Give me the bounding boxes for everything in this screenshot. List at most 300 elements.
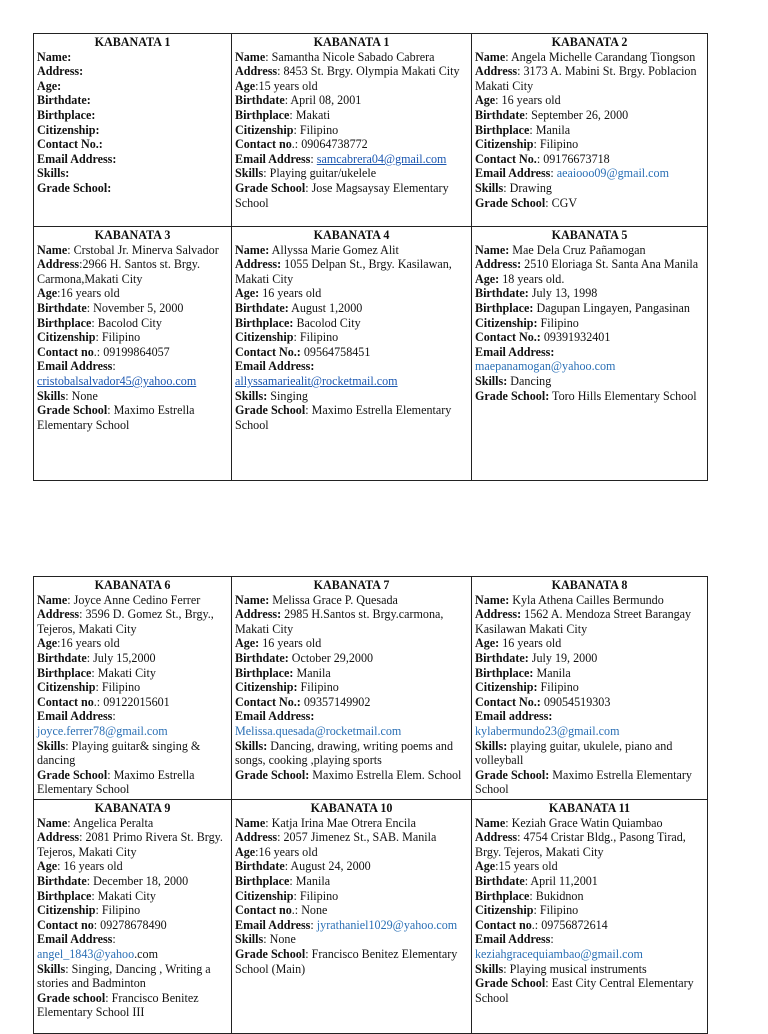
field-value: : 2081 Primo Rivera St. Brgy. Tejeros, Makati City <box>37 830 223 859</box>
field-label: Birthplace: <box>475 300 534 315</box>
field-label: Grade School <box>235 946 306 961</box>
field-row <box>235 286 468 301</box>
field-row <box>235 93 468 108</box>
field-value: .: 09122015601 <box>93 694 170 709</box>
kabanata-cell <box>34 227 232 481</box>
field-row <box>475 316 704 331</box>
field-value: : 16 years old <box>495 93 561 108</box>
field-row <box>235 845 468 860</box>
field-label: Birthplace: <box>235 665 294 680</box>
field-label: Address <box>37 257 80 272</box>
field-label: Age: <box>475 271 500 286</box>
field-label: Contact No.: <box>37 137 103 152</box>
field-label: Grade School: <box>475 388 550 403</box>
field-label: Birthdate <box>475 873 525 888</box>
field-row <box>37 166 228 181</box>
field-label: Age <box>37 636 58 651</box>
kabanata-title: KABANATA 7 <box>313 578 390 592</box>
field-row <box>235 79 468 94</box>
email-text[interactable]: joyce.ferrer78@gmail.com <box>37 723 168 738</box>
field-row <box>37 330 228 345</box>
field-value: : Makati City <box>91 888 156 903</box>
field-row <box>37 903 228 918</box>
field-row <box>475 680 704 695</box>
field-row <box>235 359 468 388</box>
field-row <box>235 947 468 976</box>
email-line <box>37 724 228 739</box>
field-label: Name <box>37 815 68 830</box>
field-value: : 09176673718 <box>536 151 610 166</box>
field-value: : Samantha Nicole Sabado Cabrera <box>265 49 435 64</box>
field-label: Name: <box>475 242 510 257</box>
field-label: Grade school <box>37 990 106 1005</box>
field-value: : April 11,2001 <box>524 873 598 888</box>
field-label: Skills <box>475 180 504 195</box>
field-row <box>37 403 228 432</box>
field-row <box>235 607 468 636</box>
field-row <box>235 889 468 904</box>
field-label: Citizenship: <box>235 680 298 695</box>
field-row <box>235 345 468 360</box>
field-value: : Crstobal Jr. Minerva Salvador <box>67 242 219 257</box>
field-value: : 16 years old <box>57 859 123 874</box>
field-row <box>475 666 704 681</box>
field-value: July 19, 2000 <box>528 650 598 665</box>
field-label: Birthdate: <box>235 650 289 665</box>
field-label: Address <box>37 830 80 845</box>
field-label: Email Address <box>235 917 311 932</box>
field-label: Birthdate <box>37 873 87 888</box>
field-row <box>475 874 704 889</box>
field-row <box>37 991 228 1020</box>
field-row <box>235 666 468 681</box>
field-label: Citizenship <box>475 137 534 152</box>
field-label: Birthplace <box>37 665 92 680</box>
field-label: Citizenship <box>235 888 294 903</box>
field-row <box>37 651 228 666</box>
field-label: Grade School <box>475 976 546 991</box>
field-label: Address: <box>235 607 282 622</box>
field-value: : April 08, 2001 <box>284 93 362 108</box>
field-label: Email Address <box>37 932 113 947</box>
field-row <box>475 286 704 301</box>
field-value: : <box>112 709 116 724</box>
field-row <box>37 962 228 991</box>
field-label: Name <box>475 815 506 830</box>
field-value: July 13, 1998 <box>528 286 598 301</box>
field-label: Address <box>475 830 518 845</box>
field-value: : Bukidnon <box>529 888 584 903</box>
field-label: Birthdate: <box>37 93 91 108</box>
email-text[interactable]: jyrathaniel1029@yahoo.com <box>316 917 458 932</box>
field-row <box>37 359 228 388</box>
field-label: Address: <box>37 64 84 79</box>
field-label: Email Address <box>37 709 113 724</box>
field-label: Address: <box>475 257 522 272</box>
kabanata-cell <box>472 800 708 1034</box>
field-label: Birthplace <box>475 888 530 903</box>
field-value: 18 years old. <box>499 271 565 286</box>
field-label: Age: <box>235 286 260 301</box>
field-value: : None <box>263 932 296 947</box>
field-value: Allyssa Marie Gomez Alit <box>269 242 399 257</box>
field-label: Contact No. <box>475 151 537 166</box>
field-value: : Filipino <box>293 330 339 345</box>
field-label: Birthdate <box>37 650 87 665</box>
field-row <box>235 301 468 316</box>
field-label: Citizenship: <box>475 315 538 330</box>
field-row <box>235 330 468 345</box>
field-label: Birthdate <box>235 93 285 108</box>
field-value: : Makati City <box>91 665 156 680</box>
field-value: : Joyce Anne Cedino Ferrer <box>67 592 201 607</box>
field-label: Address <box>475 64 518 79</box>
field-row <box>37 301 228 316</box>
field-label: Birthplace: <box>37 107 96 122</box>
field-row <box>235 859 468 874</box>
field-row <box>475 607 704 636</box>
field-row <box>235 166 468 181</box>
field-label: Birthdate: <box>475 286 529 301</box>
field-row <box>475 593 704 608</box>
field-label: Skills: <box>235 738 268 753</box>
field-label: Grade School <box>475 195 546 210</box>
field-row <box>37 181 228 196</box>
field-value: : Makati <box>289 107 331 122</box>
field-value: : 3173 A. Mabini St. Brgy. Poblacion Makati City <box>475 64 697 93</box>
field-label: Birthplace <box>475 122 530 137</box>
field-label: Birthdate <box>235 859 285 874</box>
kabanata-title: KABANATA 9 <box>94 801 171 815</box>
field-row <box>475 196 704 211</box>
field-row <box>37 695 228 710</box>
kabanata-title: KABANATA 4 <box>313 228 390 242</box>
field-row <box>37 607 228 636</box>
field-value: : November 5, 2000 <box>86 300 184 315</box>
field-row <box>235 593 468 608</box>
field-row <box>475 830 704 859</box>
field-row <box>235 181 468 210</box>
field-row <box>235 739 468 768</box>
field-row <box>475 152 704 167</box>
field-value: : Filipino <box>95 680 141 695</box>
field-row <box>235 874 468 889</box>
field-label: Grade School <box>37 403 108 418</box>
email-link[interactable]: cristobalsalvador45@yahoo.com <box>37 373 197 388</box>
field-value: Manila <box>533 665 571 680</box>
field-row <box>475 181 704 196</box>
field-row <box>235 680 468 695</box>
field-row <box>475 272 704 287</box>
field-value: : 09278678490 <box>93 917 167 932</box>
field-label: Skills <box>37 738 66 753</box>
kabanata-title: KABANATA 2 <box>551 35 628 49</box>
email-text[interactable]: kylabermundo23@gmail.com <box>475 723 620 738</box>
email-line <box>475 724 704 739</box>
email-line <box>475 359 704 374</box>
field-label: Contact no <box>235 903 292 918</box>
field-row <box>235 816 468 831</box>
field-row <box>37 709 228 738</box>
field-label: Skills <box>475 961 504 976</box>
field-label: Contact no <box>37 917 94 932</box>
field-label: Name <box>475 49 506 64</box>
field-label: Address <box>235 64 278 79</box>
field-row <box>37 137 228 152</box>
kabanata-title: KABANATA 5 <box>551 228 628 242</box>
field-row <box>37 874 228 889</box>
field-row <box>235 636 468 651</box>
field-value: : Filipino <box>95 903 141 918</box>
field-row <box>37 680 228 695</box>
field-label: Age <box>235 78 256 93</box>
field-row <box>475 166 704 181</box>
field-value: 09564758451 <box>300 344 371 359</box>
field-value: Dancing <box>507 373 552 388</box>
field-value: : Manila <box>289 873 331 888</box>
field-label: Skills <box>235 166 264 181</box>
field-row <box>37 739 228 768</box>
field-row <box>235 108 468 123</box>
field-value: Bacolod City <box>293 315 361 330</box>
field-label: Name: <box>37 49 72 64</box>
field-value: 2985 H.Santos st. Brgy.carmona, Makati City <box>235 607 444 636</box>
field-label: Skills: <box>475 373 508 388</box>
field-value: Maximo Estrella Elementary School <box>475 767 692 797</box>
field-row <box>475 389 704 404</box>
field-value: 16 years old <box>259 636 322 651</box>
field-row <box>475 918 704 933</box>
field-label: Grade School <box>235 403 306 418</box>
field-label: Skills: <box>475 738 508 753</box>
field-row <box>235 152 468 167</box>
field-value: : None <box>65 388 98 403</box>
field-label: Name: <box>475 592 510 607</box>
field-value: August 1,2000 <box>288 300 363 315</box>
field-label: Grade School: <box>37 180 112 195</box>
field-value: October 29,2000 <box>288 650 374 665</box>
field-value: 09054519303 <box>540 694 611 709</box>
field-value: 09391932401 <box>540 330 611 345</box>
field-label: Name: <box>235 242 270 257</box>
field-value: : August 24, 2000 <box>284 859 371 874</box>
kabanata-title: KABANATA 1 <box>94 35 171 49</box>
field-label: Contact no <box>475 917 532 932</box>
field-value: : 4754 Cristar Bldg., Pasong Tirad, Brgy. Tejeros, Makati City <box>475 830 686 859</box>
field-value: 16 years old <box>259 286 322 301</box>
field-label: Contact No.: <box>475 694 541 709</box>
field-value: : Filipino <box>95 330 141 345</box>
field-value: : <box>310 151 317 166</box>
field-row <box>37 816 228 831</box>
field-row <box>235 830 468 845</box>
field-row <box>37 243 228 258</box>
field-row <box>37 64 228 79</box>
email-line <box>475 947 704 962</box>
field-value: : 8453 St. Brgy. Olympia Makati City <box>277 64 460 79</box>
field-label: Address: <box>235 257 282 272</box>
field-value: Singing <box>267 388 308 403</box>
field-value: : December 18, 2000 <box>86 873 189 888</box>
field-label: Skills <box>37 961 66 976</box>
field-label: Skills: <box>37 166 70 181</box>
field-label: Age <box>475 859 496 874</box>
field-value: : Playing guitar& singing & dancing <box>37 738 201 768</box>
field-value: : CGV <box>545 195 578 210</box>
field-value: : Manila <box>529 122 571 137</box>
field-row <box>235 316 468 331</box>
kabanata-table-bottom <box>33 576 708 1034</box>
field-label: Contact No.: <box>475 330 541 345</box>
field-value: :16 years old <box>57 286 120 301</box>
kabanata-title: KABANATA 8 <box>551 578 628 592</box>
field-row <box>475 50 704 65</box>
field-row <box>475 976 704 1005</box>
field-label: Birthplace: <box>475 665 534 680</box>
email-text[interactable]: keziahgracequiambao@gmail.com <box>475 946 643 961</box>
field-value: Filipino <box>537 680 579 695</box>
field-value: : Francisco Benitez Elementary School III <box>37 990 199 1020</box>
field-label: Address <box>235 830 278 845</box>
field-value: : Filipino <box>293 888 339 903</box>
field-row <box>475 257 704 272</box>
email-text[interactable]: angel_1843@yahoo <box>37 946 135 961</box>
field-row <box>475 816 704 831</box>
field-value: : Angelica Peralta <box>67 815 154 830</box>
field-row <box>475 330 704 345</box>
field-value: : Drawing <box>503 180 552 195</box>
field-row <box>235 257 468 286</box>
field-row <box>37 316 228 331</box>
kabanata-cell <box>232 800 472 1034</box>
kabanata-title: KABANATA 11 <box>548 801 631 815</box>
field-label: Citizenship <box>235 330 294 345</box>
field-row <box>475 889 704 904</box>
field-label: Birthplace <box>235 107 290 122</box>
field-row <box>235 389 468 404</box>
field-row <box>37 93 228 108</box>
field-row <box>37 593 228 608</box>
field-value: : Filipino <box>533 137 579 152</box>
field-value: : Filipino <box>533 903 579 918</box>
field-value: Melissa Grace P. Quesada <box>269 592 398 607</box>
field-value: Kyla Athena Cailles Bermundo <box>509 592 664 607</box>
field-row <box>37 345 228 360</box>
email-link[interactable]: allyssamariealit@rocketmail.com <box>235 373 398 388</box>
field-row <box>475 137 704 152</box>
field-row <box>235 64 468 79</box>
field-value: : <box>550 932 554 947</box>
field-row <box>235 403 468 432</box>
field-label: Name <box>37 242 68 257</box>
field-value: 1562 A. Mendoza Street Barangay Kasilawan Makati City <box>475 607 692 636</box>
field-row <box>475 695 704 710</box>
field-label: Contact No.: <box>235 344 301 359</box>
field-value: :15 years old <box>255 78 318 93</box>
email-text[interactable]: Melissa.quesada@rocketmail.com <box>235 723 402 738</box>
email-text[interactable]: maepanamogan@yahoo.com <box>475 359 616 374</box>
kabanata-cell <box>232 34 472 227</box>
field-value: : Filipino <box>293 122 339 137</box>
field-row <box>475 64 704 93</box>
field-label: Age: <box>475 636 500 651</box>
field-row <box>235 709 468 738</box>
field-row <box>475 93 704 108</box>
field-label: Birthdate: <box>475 650 529 665</box>
field-value: Toro Hills Elementary School <box>549 388 697 403</box>
email-tail: .com <box>134 946 158 961</box>
field-label: Address <box>37 607 80 622</box>
field-label: Skills <box>235 932 264 947</box>
field-label: Email Address: <box>235 359 315 374</box>
field-value: : <box>310 917 317 932</box>
field-label: Citizenship <box>235 122 294 137</box>
field-value: :16 years old <box>57 636 120 651</box>
field-label: Citizenship <box>37 330 96 345</box>
field-label: Name <box>37 592 68 607</box>
field-value: : <box>112 932 116 947</box>
field-row <box>37 123 228 138</box>
field-label: Citizenship <box>37 680 96 695</box>
field-row <box>37 636 228 651</box>
field-row <box>235 651 468 666</box>
field-label: Email address: <box>475 709 553 724</box>
field-row <box>235 123 468 138</box>
kabanata-title: KABANATA 1 <box>313 35 390 49</box>
field-row <box>475 962 704 977</box>
field-row <box>475 932 704 961</box>
field-row <box>37 50 228 65</box>
kabanata-cell <box>232 227 472 481</box>
email-link[interactable]: samcabrera04@gmail.com <box>316 151 447 166</box>
field-row <box>475 709 704 738</box>
kabanata-title: KABANATA 3 <box>94 228 171 242</box>
field-label: Skills: <box>235 388 268 403</box>
field-row <box>37 257 228 286</box>
field-value: : Katja Irina Mae Otrera Encila <box>265 815 416 830</box>
field-row <box>475 859 704 874</box>
email-text[interactable]: aeaiooo09@gmail.com <box>556 166 670 181</box>
field-row <box>475 768 704 797</box>
field-row <box>475 739 704 768</box>
field-label: Birthplace <box>235 873 290 888</box>
field-label: Age <box>475 93 496 108</box>
email-line <box>235 724 468 739</box>
field-label: Grade School <box>37 767 108 782</box>
field-value: Mae Dela Cruz Pañamogan <box>509 242 646 257</box>
kabanata-cell <box>34 577 232 800</box>
field-row <box>235 932 468 947</box>
field-row <box>37 768 228 797</box>
field-label: Skills <box>37 388 66 403</box>
field-row <box>37 859 228 874</box>
kabanata-title: KABANATA 6 <box>94 578 171 592</box>
field-label: Contact no <box>37 694 94 709</box>
field-value: : East City Central Elementary School <box>475 976 694 1005</box>
field-row <box>37 830 228 859</box>
field-label: Contact no <box>37 344 94 359</box>
field-label: Birthdate: <box>235 300 289 315</box>
field-label: Email Address <box>475 166 551 181</box>
kabanata-cell <box>472 577 708 800</box>
field-value: .: 09756872614 <box>531 917 608 932</box>
field-label: Birthdate <box>475 107 525 122</box>
field-value: : Playing musical instruments <box>503 961 647 976</box>
field-label: Citizenship: <box>37 122 100 137</box>
field-value: Filipino <box>537 315 579 330</box>
field-label: Age: <box>235 636 260 651</box>
field-row <box>37 889 228 904</box>
